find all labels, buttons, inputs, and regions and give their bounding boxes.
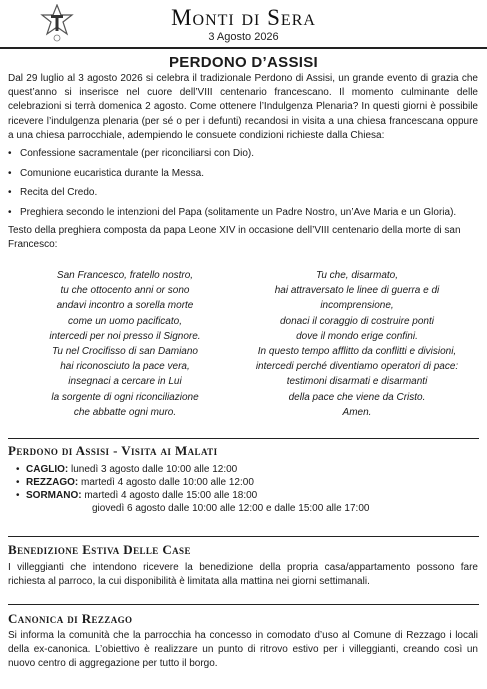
prayer-right-column: [242, 268, 472, 420]
prayer-line: tu che ottocento anni or sono: [60, 285, 190, 297]
visit-continuation: giovedì 6 agosto dalle 10:00 alle 12:00 e dalle 15:00 alle 17:00: [92, 503, 370, 514]
canonica-section-title: Canonica di Rezzago: [8, 611, 133, 626]
prayer-line: insegnaci a cercare in Lui: [68, 376, 182, 388]
visit-place: CAGLIO:: [26, 464, 69, 475]
section-divider: [8, 604, 479, 605]
masthead-divider: [0, 47, 487, 49]
prayer-line: In questo tempo afflitto da conflitti e divisioni,: [257, 346, 457, 358]
page-title: PERDONO D’ASSISI: [169, 54, 318, 71]
list-item: • Recita del Credo.: [8, 186, 478, 206]
blessing-paragraph: I villeggianti che intendono ricevere la benedizione della propria casa/appartamento possono fare richiesta al parroco, la cui disponibilità è limitata alla mattina nei giorni settimanali.: [8, 562, 478, 588]
list-item: • Confessione sacramentale (per riconciliarsi con Dio).: [8, 147, 478, 167]
prayer-left-column: [10, 268, 240, 420]
visits-section-title: Perdono di Assisi - Visita ai Malati: [8, 443, 218, 458]
visit-time: lunedì 3 agosto dalle 10:00 alle 12:00: [68, 464, 238, 475]
prayer-line: della pace che viene da Cristo.: [288, 391, 426, 403]
prayer-line: testimoni disarmati e disarmanti: [286, 376, 428, 388]
masthead: [0, 0, 487, 48]
prayer-line: la sorgente di ogni riconciliazione: [51, 391, 199, 403]
list-item: [14, 463, 454, 476]
section-divider: [8, 438, 479, 439]
prayer-line: Tu che, disarmato,: [315, 270, 399, 281]
prayer-line: donaci il coraggio di costruire ponti: [280, 315, 434, 327]
prayer-line: intercedi perché diventiamo operatori di pace:: [255, 361, 459, 373]
prayer-line: intercedi per noi presso il Signore.: [49, 330, 201, 342]
blessing-section-title: Benedizione Estiva Delle Case: [8, 542, 191, 557]
list-item: • Preghiera secondo le intenzioni del Papa (solitamente un Padre Nostro, un’Ave Maria e un Gloria).: [8, 206, 478, 226]
newsletter-title: Monti di Sera: [171, 5, 316, 30]
visit-time: martedì 4 agosto dalle 10:00 alle 12:00: [78, 477, 254, 488]
prayer-line: come un uomo pacificato,: [68, 315, 182, 327]
visit-time: martedì 4 agosto dalle 15:00 alle 18:00: [81, 490, 258, 501]
conditions-list: [8, 147, 478, 225]
newsletter-date: 3 Agosto 2026: [208, 31, 279, 43]
visit-place: SORMANO:: [26, 490, 82, 501]
prayer-line: dove il mondo erige confini.: [296, 330, 418, 342]
list-item: [14, 476, 454, 489]
prayer-line: andavi incontro a sorella morte: [56, 300, 194, 312]
prayer-line: Tu nel Crocifisso di san Damiano: [52, 346, 198, 358]
canonica-paragraph: Si informa la comunità che la parrocchia ha concesso in comodato d’uso al Comune di Rezzago i locali della ex-canonica. L’obiettivo è realizzare un punto di ritrovo estivo per i villeggianti, creando così un nuovo centro di aggregazione per tutto il borgo.: [8, 630, 478, 670]
visit-place: REZZAGO:: [26, 477, 79, 488]
prayer-line: incomprensione,: [320, 300, 394, 312]
intro-paragraph: Dal 29 luglio al 3 agosto 2026 si celebra il tradizionale Perdono di Assisi, un grande evento di grazia che quest’anno si inserisce nel cuore dell’VIII centenario francescano. Il momento culminante delle celebrazioni si terrà domenica 2 agosto. Come ottenere l’Indulgenza Plenaria? In questi giorni è possibile ricevere l’indulgenza plenaria (per sé o per i defunti) recandosi in visita a una chiesa francescana oppure a una chiesa parrocchiale, adempiendo le consuete condizioni richieste dalla Chiesa:: [8, 73, 478, 141]
prayer-line: hai riconosciuto la pace vera,: [60, 361, 190, 373]
list-item: • Comunione eucaristica durante la Messa.: [8, 167, 478, 187]
prayer-line: San Francesco, fratello nostro,: [56, 270, 194, 281]
list-item: [14, 489, 454, 502]
section-divider: [8, 536, 479, 537]
prayer-line: hai attraversato le linee di guerra e di: [274, 285, 440, 297]
prayer-intro: Testo della preghiera composta da papa Leone XIV in occasione dell’VIII centenario della morte di san Francesco:: [8, 225, 461, 251]
prayer-line: Amen.: [342, 406, 372, 418]
prayer-line: che abbatte ogni muro.: [73, 406, 177, 418]
visits-list: [14, 463, 454, 515]
